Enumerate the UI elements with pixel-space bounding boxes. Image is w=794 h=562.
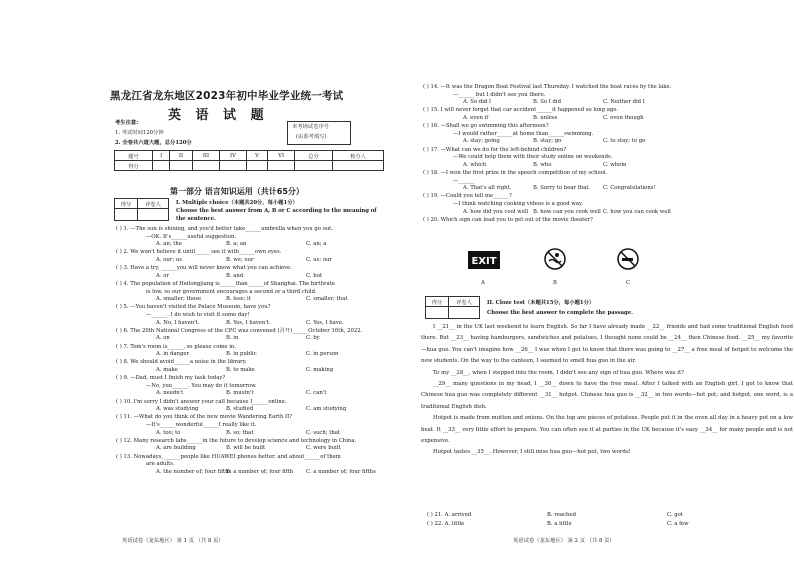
option-a: A. on [156,335,170,342]
grader-box [114,198,169,221]
score-header: VI [268,151,295,161]
note-2: 2. 全卷共六道大题，总分120分 [115,140,192,146]
option-b: B. So I did [533,99,562,106]
option-c: C. to stay; to go [603,138,646,145]
section2-instruction: Choose the best answer to complete the passage. [487,310,633,316]
score-header: IV [220,151,247,161]
option-b: B. we; our [226,257,254,263]
option-b: B. so; that [226,429,254,436]
question-text-cont: —______ [453,177,475,184]
option-b: B. unless [533,115,558,121]
question-text: ( ) 15. I will never forget that car accident______it happened so long ago. [423,107,619,114]
section2-title: II. Cloze test（本题共15分，每小题1分） [487,300,595,306]
sign-a-label: A [481,280,485,286]
question-text-cont: —We could help them with their study online on weekends. [453,154,613,161]
seat-label: 本考场试卷序号 [292,124,330,130]
question-text: ( ) 13. Nowadays, ______people like HUAWEI phones better, and about______of them [116,453,341,460]
question-text: ( ) 18. —I won the first prize in the speech competition of my school. [423,170,608,176]
seat-hint: (由监考填写) [296,134,327,140]
option-a: A. an; the [156,241,182,248]
option-a: A. or [156,272,169,279]
question-text-cont: are adults. [146,461,175,468]
option-b: B. Yes, I haven't. [226,319,271,326]
question-text: ( ) 16. —Shall we go swimming this afternoon? [423,123,549,130]
footer-left: 英语试卷（龙东地区） 第 1 页 （共 8 页） [122,538,224,544]
question-text-cont: —It's______wonderful______I really like it. [146,422,257,428]
cloze-option-22-b: B. a little [547,521,572,527]
option-a: A. No, I haven't. [156,319,200,326]
question-text-cont: —OK. It's______useful suggestion. [146,233,237,240]
cloze-paragraph: Hotpot is made from mutton and onions. On the top are pieces of potatoes. People put it in the oven all day in a heavy pot on a low heat. It __33__ very little effort to prepare. You can often see it at parties in the UK because it's easy __34__ for many people and is not expensive. [421,415,793,445]
option-a: A. stay; going [463,138,500,145]
question-text: ( ) 20. Which sign can lead you to get out of the movie theater? [423,216,593,223]
notes-title: 考生注意: [115,120,139,126]
question-text: ( ) 12. Many research labs______in the future to develop science and technology in China. [116,437,357,444]
option-b: B. studied [226,406,254,413]
score-row-label: 得分 [115,161,153,171]
exit-sign-text: EXIT [471,256,497,267]
cloze-option-21: ( ) 21. A. arrived [427,512,472,518]
option-a: A. needn't [156,390,184,397]
note-1: 1. 考试时间120分钟 [115,130,164,136]
seat-number-box [287,121,351,145]
question-text: ( ) 6. The 20th National Congress of the CPC was convened (召开)______October 16th, 2022. [116,327,363,334]
question-text-cont: —______ but I didn't see you there. [453,91,546,98]
exam-title: 黑龙江省龙东地区2023年初中毕业学业统一考试 [110,90,344,102]
option-a: A. even if [463,115,489,121]
option-c: C. Yes, I have. [306,319,344,326]
option-c: C. an; a [306,241,327,248]
option-b: B. who [533,161,552,168]
exam-subtitle: 英 语 试 题 [168,108,269,123]
question-text-cont: —______. I do wish to visit it some day! [146,312,250,318]
score-header: III [192,151,219,161]
section1-title: I. Multiple choice（本题共20分，每小题1分） [176,200,298,206]
question-text: ( ) 4. The population of Heilongjiang is______than______of Shanghai. The birthrate [116,281,335,287]
question-text: ( ) 10. I'm sorry I didn't answer your call because I______online. [116,398,287,405]
footer-right: 英语试卷（龙东地区） 第 2 页 （共 8 页） [513,538,615,544]
grader-reviewer-label: 评卷人 [138,199,169,209]
option-b: B. less; it [226,296,251,303]
option-a: A. make [156,367,178,373]
question-text: ( ) 9. —Dad, must I finish my task today? [116,375,226,382]
section1-instruction-cont: the sentence. [176,216,216,222]
option-c: C. Neither did I [603,99,645,106]
option-a: A. in danger [156,351,189,358]
question-text: ( ) 14. —It was the Dragon Boat Festival last Thursday. I watched the boat races by the lake. [423,84,672,90]
option-c: C. how you can cook well [603,208,671,215]
sign-c-label: C [626,280,631,286]
page-right [397,0,794,562]
option-c: C. were built [306,445,341,452]
score-header: 总分 [294,151,332,161]
option-b: B. Sorry to hear that. [533,185,591,192]
question-text: ( ) 11. —What do you think of the new movie Wandering Earth II? [116,414,293,421]
option-c: C. making [306,367,334,373]
cloze-passage [421,322,793,459]
option-c: C. Congratulations! [603,185,656,192]
option-b: B. mustn't [226,390,254,397]
question-text: ( ) 2. We won't believe it until______see it with______own eyes. [116,249,282,256]
option-c: C. smaller; that [306,296,348,303]
part1-title: 第一部分 语言知识运用（共计65分） [170,187,304,196]
score-header: 核分人 [332,151,383,161]
option-c: C. such; that [306,429,341,436]
score-header: 题号 [115,151,153,161]
option-c: C. us; our [306,257,332,263]
option-b: B. in public [226,351,257,358]
question-text: ( ) 17. —What can we do for the left-behind children? [423,146,567,153]
question-text-cont: is low, so our government encourages a second or a third child. [146,288,317,295]
option-c: C. am studying [306,406,347,413]
option-a: A. our; us [156,257,182,263]
option-b: B. will be built [226,445,266,452]
grader-reviewer-label: 评卷人 [449,297,480,307]
question-text: ( ) 7. Tom's room is______, so please come in. [116,343,237,350]
question-text-cont: —I think watching cooking videos is a good way. [453,201,583,207]
question-text: ( ) 1. —The sun is shining, and you'd better take______umbrella when you go out. [116,226,333,232]
option-b: B. stay; go [533,138,562,145]
cloze-option-21-b: B. reached [547,512,576,518]
question-text: ( ) 19. —Could you tell me______? [423,193,512,200]
cloze-option-22-c: C. a few [667,521,689,527]
option-a: A. how did you cool well [463,208,529,215]
question-text: ( ) 8. We should avoid______a noise in the library. [116,359,247,366]
grader-box-2 [425,296,480,319]
option-c: C. by [306,335,320,342]
score-header: II [170,151,192,161]
section1-instruction: Choose the best answer from A, B or C according to the meaning of [176,208,377,214]
option-b: B. and [226,272,244,279]
option-a: A. which [463,161,487,168]
option-c: C. a number of; four fifths [306,468,376,475]
option-c: C. can't [306,390,327,397]
option-a: A. smaller; those [156,296,202,303]
score-header: V [246,151,268,161]
cloze-option-22: ( ) 22. A. little [427,521,465,527]
option-a: A. was studying [156,406,199,413]
option-b: B. in [226,335,239,342]
option-c: C. even though [603,115,644,121]
cloze-paragraph: __29__ many questions in my head, I __30__ down to have the free meal. After I talked with an English girl, I got to know that Chinese hua guo was completely different __31__ hotpot. Chinese hua guo is __32__ in two words—hot pot; and hotpot, one word, is a traditional English dish. [421,381,793,410]
score-header: I [153,151,170,161]
grader-score-label: 得分 [426,297,449,307]
option-b: B. how can you cook well [533,208,601,215]
no-smoking-sign-icon [617,248,639,270]
cloze-paragraph: To my __28__, when I stepped into the room, I didn't see any sign of hua guo. Where was it? [433,369,685,376]
cloze-paragraph: I __21__ in the UK last weekend to learn English. So far I have already made __22__ friends and had some traditional English food there. But __23__ having hamburgers, sandwiches and potatoes, I thought none could be __24__ then Chinese food. __25__ my favorite—hua guo. You can't imagine how __26__ I was when I got to know that there was going to __27__ a free meal of hotpot to welcome the new students. On the way to the canteen, I seemed to smell hua guo in the air. [421,324,793,365]
option-a: A. too; to [156,429,181,436]
option-b: B. a number of; four fifth [226,468,294,475]
option-b: B. a; an [226,241,247,248]
option-a: A. the number of; four fifths [156,468,232,475]
exit-sign-icon [467,250,501,270]
option-c: C. whom [603,161,627,168]
option-a: A. That's all right. [463,185,512,192]
option-c: C. but [306,272,323,279]
option-c: C. in person [306,351,339,358]
question-text: ( ) 3. Have a try, ______you will never know what you can achieve. [116,265,292,272]
option-a: A. So did I [463,99,491,106]
score-table [114,150,384,171]
question-text-cont: —No, you______. You may do it tomorrow. [146,382,257,389]
cloze-paragraph: Hotpot tastes __35__. However, I still miss hua guo—hot pot, two words! [433,449,631,456]
question-text-cont: —I would rather______at home than______swimming. [453,130,594,137]
option-a: A. are building [156,445,196,452]
question-text: ( ) 5. —You haven't visited the Palace Museum, have you? [116,304,271,311]
sign-b-label: B [553,280,557,286]
grader-score-label: 得分 [115,199,138,209]
option-b: B. to make [226,367,255,373]
cloze-option-21-c: C. got [667,512,683,518]
no-swimming-sign-icon [544,248,566,270]
